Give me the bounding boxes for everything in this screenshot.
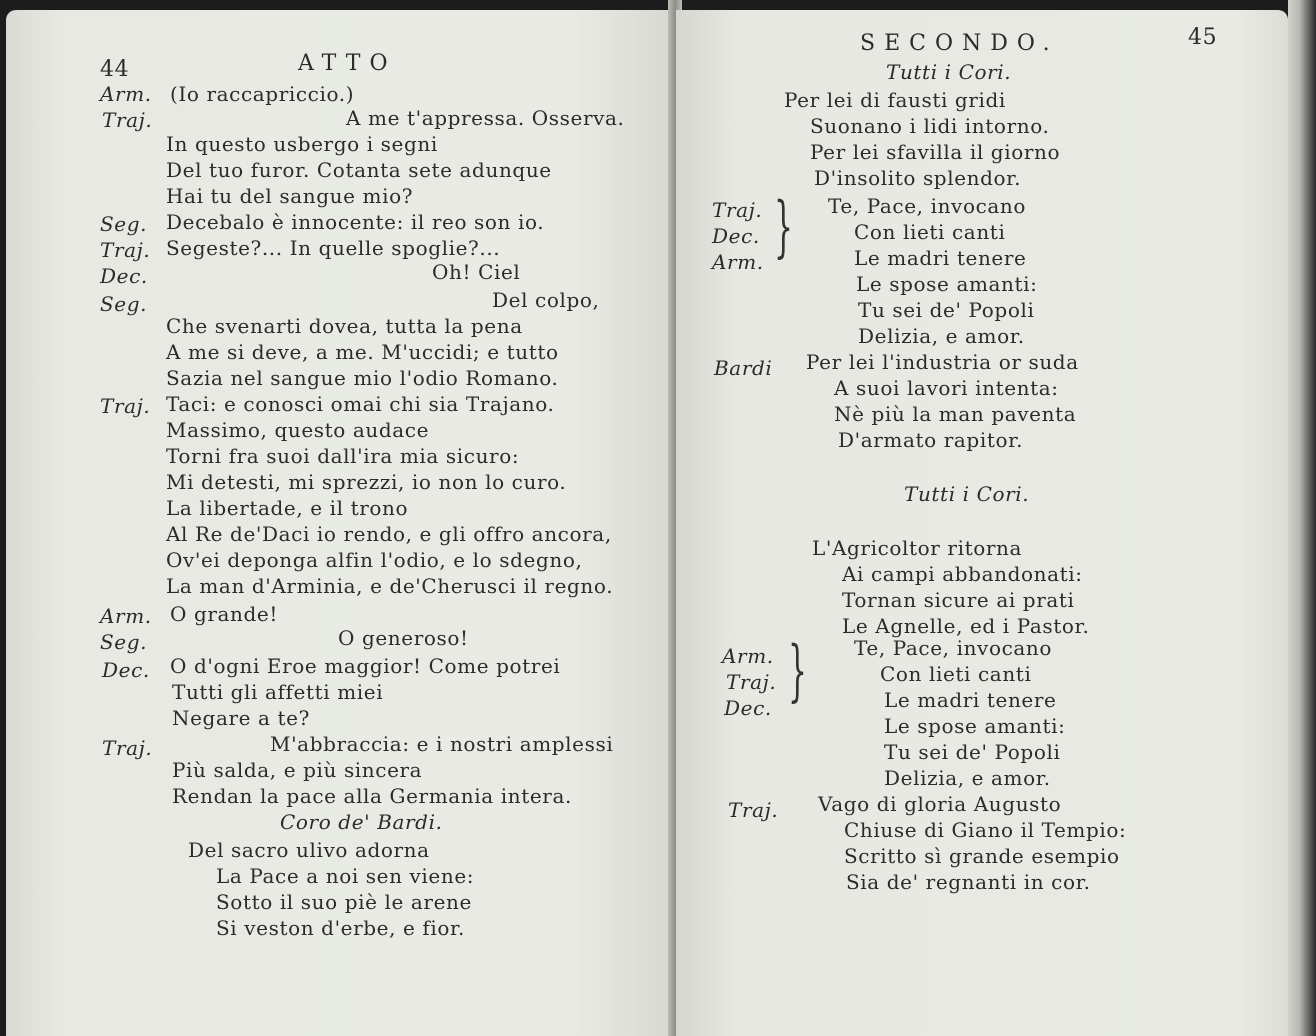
verse-line: Te, Pace, invocano (854, 636, 1053, 660)
speaker: Traj. (712, 198, 763, 222)
verse-line: Con lieti canti (854, 220, 1006, 244)
verse-line: Si veston d'erbe, e fior. (216, 916, 465, 940)
verse-line: Le spose amanti: (884, 714, 1066, 738)
section-title: Coro de' Bardi. (280, 810, 443, 834)
verse-line: Tu sei de' Popoli (858, 298, 1035, 322)
verse-line: Tu sei de' Popoli (884, 740, 1061, 764)
verse-line: A me t'appressa. Osserva. (346, 106, 625, 130)
verse-line: Le spose amanti: (856, 272, 1038, 296)
verse-line: Chiuse di Giano il Tempio: (844, 818, 1127, 842)
verse-line: Sia de' regnanti in cor. (846, 870, 1091, 894)
brace-icon: } (788, 632, 807, 709)
running-header: SECONDO. (860, 31, 1059, 56)
verse-line: Tutti gli affetti miei (172, 680, 384, 704)
verse-line: Te, Pace, invocano (828, 194, 1027, 218)
speaker: Traj. (102, 736, 153, 760)
speaker: Dec. (100, 264, 148, 288)
verse-line: In questo usbergo i segni (166, 132, 438, 156)
verse-line: Suonano i lidi intorno. (810, 114, 1050, 138)
right-page (676, 10, 1288, 1036)
running-header: ATTO (298, 51, 397, 76)
brace-icon: } (774, 188, 793, 265)
page-number: 44 (100, 57, 130, 82)
speaker: Arm. (712, 250, 764, 274)
verse-line: Ov'ei deponga alfin l'odio, e lo sdegno, (166, 548, 583, 572)
verse-line: Le madri tenere (884, 688, 1057, 712)
verse-line: A me si deve, a me. M'uccidi; e tutto (166, 340, 559, 364)
verse-line: Per lei l'industria or suda (806, 350, 1079, 374)
verse-line: Del sacro ulivo adorna (188, 838, 430, 862)
verse-line: La libertade, e il trono (166, 496, 409, 520)
verse-line: Del colpo, (492, 288, 600, 312)
verse-line: Decebalo è innocente: il reo son io. (166, 210, 545, 234)
verse-line: Ai campi abbandonati: (842, 562, 1083, 586)
verse-line: Rendan la pace alla Germania intera. (172, 784, 572, 808)
speaker: Arm. (722, 644, 774, 668)
verse-line: Taci: e conosci omai chi sia Trajano. (166, 392, 555, 416)
verse-line: Massimo, questo audace (166, 418, 430, 442)
verse-line: A suoi lavori intenta: (834, 376, 1059, 400)
speaker: Dec. (102, 658, 150, 682)
verse-line: Torni fra suoi dall'ira mia sicuro: (166, 444, 520, 468)
verse-line: (Io raccapriccio.) (170, 82, 355, 106)
verse-line: Con lieti canti (880, 662, 1032, 686)
speaker: Traj. (728, 798, 779, 822)
section-title: Tutti i Cori. (886, 60, 1012, 84)
verse-line: Le Agnelle, ed i Pastor. (842, 614, 1090, 638)
page-edge (1288, 0, 1316, 1036)
verse-line: O grande! (170, 602, 278, 626)
verse-line: L'Agricoltor ritorna (812, 536, 1023, 560)
speaker: Seg. (100, 292, 148, 316)
verse-line: D'insolito splendor. (814, 166, 1022, 190)
verse-line: Hai tu del sangue mio? (166, 184, 414, 208)
verse-line: Mi detesti, mi sprezzi, io non lo curo. (166, 470, 567, 494)
verse-line: Del tuo furor. Cotanta sete adunque (166, 158, 552, 182)
verse-line: Delizia, e amor. (858, 324, 1025, 348)
verse-line: Oh! Ciel (432, 260, 521, 284)
verse-line: Segeste?... In quelle spoglie?... (166, 236, 501, 260)
verse-line: Più salda, e più sincera (172, 758, 423, 782)
speaker: Seg. (100, 630, 148, 654)
verse-line: Delizia, e amor. (884, 766, 1051, 790)
verse-line: Le madri tenere (854, 246, 1027, 270)
verse-line: Vago di gloria Augusto (818, 792, 1062, 816)
speaker: Traj. (102, 108, 153, 132)
verse-line: Negare a te? (172, 706, 310, 730)
verse-line: La man d'Arminia, e de'Cherusci il regno. (166, 574, 614, 598)
section-title: Tutti i Cori. (904, 482, 1030, 506)
speaker: Dec. (724, 696, 772, 720)
speaker: Bardi (714, 356, 773, 380)
verse-line: O d'ogni Eroe maggior! Come potrei (170, 654, 561, 678)
verse-line: Sazia nel sangue mio l'odio Romano. (166, 366, 559, 390)
verse-line: La Pace a noi sen viene: (216, 864, 475, 888)
verse-line: D'armato rapitor. (838, 428, 1024, 452)
verse-line: M'abbraccia: e i nostri amplessi (270, 732, 614, 756)
speaker: Dec. (712, 224, 760, 248)
verse-line: Per lei di fausti gridi (784, 88, 1006, 112)
speaker: Arm. (100, 604, 152, 628)
verse-line: Al Re de'Daci io rendo, e gli offro ancora, (166, 522, 612, 546)
speaker: Traj. (726, 670, 777, 694)
left-page (6, 10, 674, 1036)
verse-line: Che svenarti dovea, tutta la pena (166, 314, 523, 338)
page-number: 45 (1188, 25, 1218, 50)
speaker: Traj. (100, 394, 151, 418)
speaker: Arm. (100, 82, 152, 106)
verse-line: Tornan sicure ai prati (842, 588, 1075, 612)
verse-line: Nè più la man paventa (834, 402, 1077, 426)
speaker: Traj. (100, 238, 151, 262)
verse-line: Per lei sfavilla il giorno (810, 140, 1061, 164)
verse-line: Scritto sì grande esempio (844, 844, 1120, 868)
verse-line: O generoso! (338, 626, 469, 650)
verse-line: Sotto il suo piè le arene (216, 890, 472, 914)
speaker: Seg. (100, 212, 148, 236)
